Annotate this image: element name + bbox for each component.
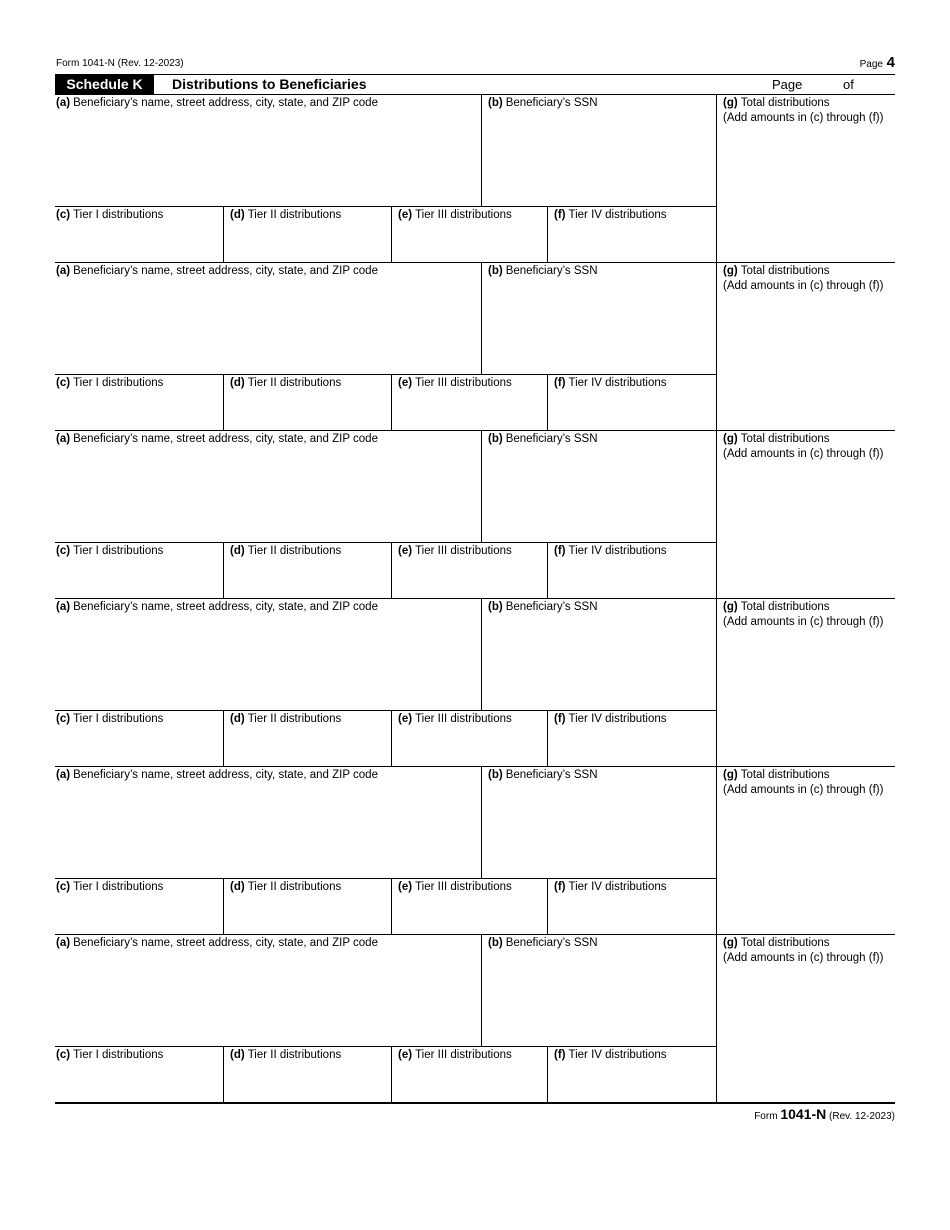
field-label: Tier II distributions — [247, 1049, 342, 1061]
field-letter: (g) — [723, 97, 738, 109]
field-label: Tier I distributions — [73, 713, 164, 725]
schedule-badge: Schedule K — [55, 75, 154, 94]
field-label: Total distributions — [740, 265, 830, 277]
field-letter: (e) — [398, 1049, 413, 1061]
field-b-beneficiary-ssn[interactable] — [481, 95, 716, 207]
field-label: Tier I distributions — [73, 377, 164, 389]
field-e-tier-iii[interactable] — [391, 375, 547, 431]
field-label: Tier IV distributions — [568, 377, 667, 389]
field-label: Tier III distributions — [415, 377, 512, 389]
field-letter: (b) — [488, 937, 503, 949]
field-letter: (f) — [554, 881, 566, 893]
field-label: Tier IV distributions — [568, 881, 667, 893]
field-b-beneficiary-ssn[interactable] — [481, 263, 716, 375]
schedule-title: Distributions to Beneficiaries — [172, 76, 367, 92]
footer-prefix: Form — [754, 1111, 778, 1122]
field-g-total-distributions[interactable] — [716, 599, 895, 766]
field-label: Tier III distributions — [415, 1049, 512, 1061]
field-e-tier-iii[interactable] — [391, 711, 547, 767]
beneficiary-blocks — [55, 95, 895, 1104]
field-label: Tier III distributions — [415, 545, 512, 557]
field-letter: (a) — [56, 433, 71, 445]
field-label: Tier IV distributions — [568, 209, 667, 221]
field-label: Beneficiary’s name, street address, city, state, and ZIP code — [73, 265, 378, 277]
beneficiary-block — [55, 767, 895, 935]
field-letter: (c) — [56, 1049, 71, 1061]
page-number: 4 — [886, 54, 895, 71]
field-c-tier-i[interactable] — [55, 543, 223, 599]
field-letter: (e) — [398, 377, 413, 389]
footer-form-number: 1041-N — [780, 1106, 827, 1122]
field-c-tier-i[interactable] — [55, 879, 223, 935]
field-b-beneficiary-ssn[interactable] — [481, 599, 716, 711]
field-a-beneficiary-name-address[interactable] — [55, 263, 481, 375]
field-label: Tier IV distributions — [568, 545, 667, 557]
field-letter: (a) — [56, 601, 71, 613]
field-g-total-distributions[interactable] — [716, 767, 895, 934]
field-letter: (f) — [554, 545, 566, 557]
field-sublabel: (Add amounts in (c) through (f)) — [723, 952, 884, 964]
field-label: Tier II distributions — [247, 881, 342, 893]
field-letter: (b) — [488, 601, 503, 613]
schedule-of-label: of — [843, 77, 854, 92]
field-d-tier-ii[interactable] — [223, 543, 391, 599]
field-letter: (g) — [723, 433, 738, 445]
field-label: Beneficiary’s SSN — [505, 433, 598, 445]
footer-form-label — [754, 1106, 895, 1122]
field-label: Tier III distributions — [415, 209, 512, 221]
field-letter: (g) — [723, 265, 738, 277]
field-label: Total distributions — [740, 769, 830, 781]
schedule-header — [55, 75, 895, 95]
field-a-beneficiary-name-address[interactable] — [55, 767, 481, 879]
field-letter: (b) — [488, 433, 503, 445]
field-d-tier-ii[interactable] — [223, 711, 391, 767]
field-label: Total distributions — [740, 601, 830, 613]
field-label: Tier I distributions — [73, 1049, 164, 1061]
field-a-beneficiary-name-address[interactable] — [55, 599, 481, 711]
field-c-tier-i[interactable] — [55, 711, 223, 767]
field-letter: (a) — [56, 265, 71, 277]
field-letter: (b) — [488, 97, 503, 109]
schedule-page-label: Page — [772, 77, 803, 92]
field-letter: (f) — [554, 713, 566, 725]
field-label: Tier III distributions — [415, 881, 512, 893]
footer-revision: (Rev. 12-2023) — [829, 1111, 895, 1122]
field-letter: (f) — [554, 209, 566, 221]
field-sublabel: (Add amounts in (c) through (f)) — [723, 280, 884, 292]
field-label: Tier IV distributions — [568, 713, 667, 725]
field-a-beneficiary-name-address[interactable] — [55, 935, 481, 1047]
field-letter: (a) — [56, 937, 71, 949]
field-f-tier-iv[interactable] — [547, 543, 716, 599]
tier-row — [55, 1046, 716, 1103]
field-f-tier-iv[interactable] — [547, 711, 716, 767]
field-label: Total distributions — [740, 937, 830, 949]
field-label: Beneficiary’s SSN — [505, 265, 598, 277]
field-letter: (g) — [723, 937, 738, 949]
field-a-beneficiary-name-address[interactable] — [55, 431, 481, 543]
field-letter: (c) — [56, 377, 71, 389]
field-label: Tier II distributions — [247, 377, 342, 389]
top-line — [55, 55, 895, 75]
field-letter: (d) — [230, 1049, 245, 1061]
tier-row — [55, 374, 716, 431]
field-letter: (e) — [398, 545, 413, 557]
field-sublabel: (Add amounts in (c) through (f)) — [723, 448, 884, 460]
field-letter: (b) — [488, 265, 503, 277]
field-label: Beneficiary’s name, street address, city, state, and ZIP code — [73, 601, 378, 613]
field-letter: (e) — [398, 881, 413, 893]
page-label: Page — [859, 59, 883, 70]
field-letter: (c) — [56, 881, 71, 893]
field-label: Beneficiary’s name, street address, city, state, and ZIP code — [73, 769, 378, 781]
tier-row — [55, 710, 716, 767]
field-letter: (d) — [230, 881, 245, 893]
field-label: Tier II distributions — [247, 209, 342, 221]
field-b-beneficiary-ssn[interactable] — [481, 767, 716, 879]
field-label: Tier IV distributions — [568, 1049, 667, 1061]
form-page — [55, 55, 895, 1124]
field-a-beneficiary-name-address[interactable] — [55, 95, 481, 207]
field-letter: (a) — [56, 97, 71, 109]
tier-row — [55, 878, 716, 935]
field-c-tier-i[interactable] — [55, 207, 223, 263]
field-letter: (d) — [230, 545, 245, 557]
field-letter: (b) — [488, 769, 503, 781]
field-letter: (d) — [230, 713, 245, 725]
field-g-total-distributions[interactable] — [716, 263, 895, 430]
field-label: Beneficiary’s name, street address, city, state, and ZIP code — [73, 433, 378, 445]
field-label: Beneficiary’s name, street address, city, state, and ZIP code — [73, 97, 378, 109]
field-letter: (d) — [230, 209, 245, 221]
field-sublabel: (Add amounts in (c) through (f)) — [723, 784, 884, 796]
tier-row — [55, 542, 716, 599]
field-e-tier-iii[interactable] — [391, 879, 547, 935]
field-e-tier-iii[interactable] — [391, 207, 547, 263]
field-e-tier-iii[interactable] — [391, 1047, 547, 1103]
field-label: Beneficiary’s SSN — [505, 97, 598, 109]
field-letter: (f) — [554, 1049, 566, 1061]
field-d-tier-ii[interactable] — [223, 375, 391, 431]
field-label: Tier I distributions — [73, 209, 164, 221]
field-c-tier-i[interactable] — [55, 1047, 223, 1103]
field-letter: (c) — [56, 545, 71, 557]
field-label: Tier II distributions — [247, 545, 342, 557]
field-f-tier-iv[interactable] — [547, 207, 716, 263]
field-d-tier-ii[interactable] — [223, 879, 391, 935]
field-d-tier-ii[interactable] — [223, 1047, 391, 1103]
field-b-beneficiary-ssn[interactable] — [481, 935, 716, 1047]
field-label: Tier II distributions — [247, 713, 342, 725]
beneficiary-block — [55, 599, 895, 767]
field-f-tier-iv[interactable] — [547, 879, 716, 935]
field-g-total-distributions[interactable] — [716, 431, 895, 598]
footer — [55, 1104, 895, 1124]
beneficiary-block — [55, 935, 895, 1104]
field-g-total-distributions[interactable] — [716, 95, 895, 262]
field-label: Tier I distributions — [73, 881, 164, 893]
field-g-total-distributions[interactable] — [716, 935, 895, 1102]
beneficiary-block — [55, 95, 895, 263]
field-e-tier-iii[interactable] — [391, 543, 547, 599]
field-sublabel: (Add amounts in (c) through (f)) — [723, 616, 884, 628]
field-letter: (e) — [398, 713, 413, 725]
field-d-tier-ii[interactable] — [223, 207, 391, 263]
field-label: Beneficiary’s SSN — [505, 769, 598, 781]
field-label: Total distributions — [740, 433, 830, 445]
beneficiary-block — [55, 431, 895, 599]
field-letter: (e) — [398, 209, 413, 221]
field-letter: (c) — [56, 713, 71, 725]
field-label: Total distributions — [740, 97, 830, 109]
field-label: Beneficiary’s SSN — [505, 601, 598, 613]
field-letter: (d) — [230, 377, 245, 389]
field-label: Beneficiary’s SSN — [505, 937, 598, 949]
field-b-beneficiary-ssn[interactable] — [481, 431, 716, 543]
field-letter: (g) — [723, 769, 738, 781]
field-c-tier-i[interactable] — [55, 375, 223, 431]
field-label: Tier I distributions — [73, 545, 164, 557]
beneficiary-block — [55, 263, 895, 431]
field-letter: (f) — [554, 377, 566, 389]
field-letter: (g) — [723, 601, 738, 613]
form-id: Form 1041-N (Rev. 12-2023) — [56, 58, 184, 69]
field-label: Beneficiary’s name, street address, city, state, and ZIP code — [73, 937, 378, 949]
field-sublabel: (Add amounts in (c) through (f)) — [723, 112, 884, 124]
field-label: Tier III distributions — [415, 713, 512, 725]
field-f-tier-iv[interactable] — [547, 375, 716, 431]
field-letter: (a) — [56, 769, 71, 781]
field-f-tier-iv[interactable] — [547, 1047, 716, 1103]
tier-row — [55, 206, 716, 263]
field-letter: (c) — [56, 209, 71, 221]
